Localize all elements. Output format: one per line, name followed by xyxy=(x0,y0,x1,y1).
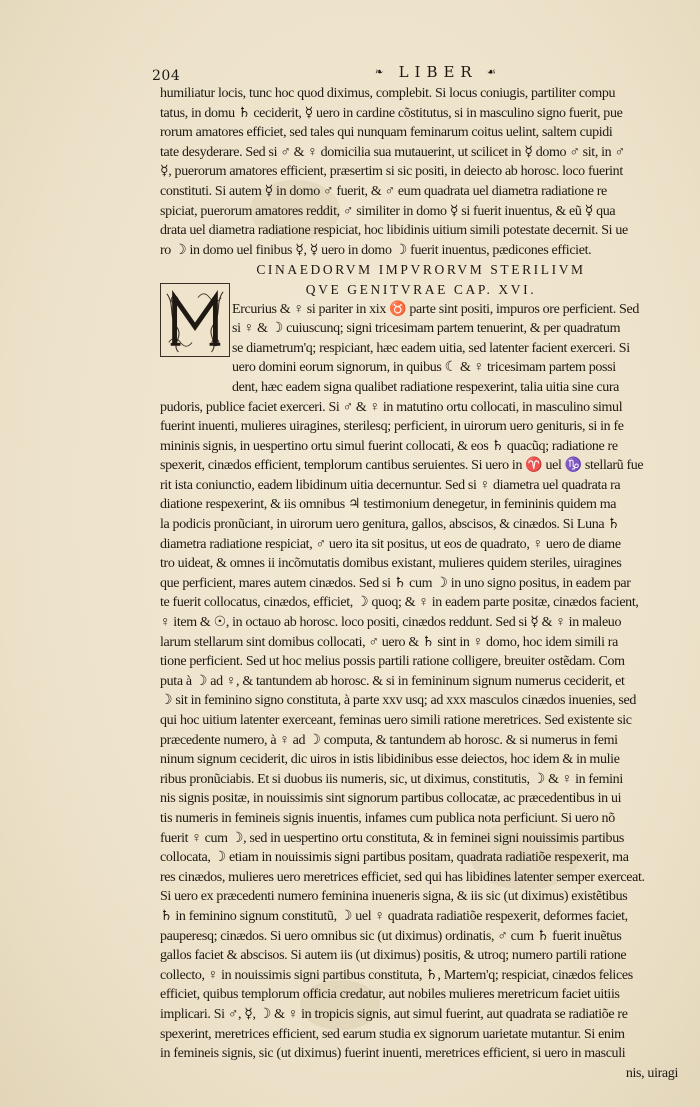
text-line: Si uero ex præcedenti numero feminina inueneris signa, & iis sic (ut diximus) existẽtibus xyxy=(160,889,628,905)
text-line: diametra radiatione respiciat, ♂ uero ita sit positus, ut eos de quadrato, ♀ uero de diame xyxy=(160,536,621,552)
ornament-right: ☙ xyxy=(477,67,502,78)
text-line: ninum signum ceciderit, dic uiros in istis libidinibus esse deiectos, hoc idem & in mulie xyxy=(160,752,620,768)
text-line: rit ista coniunctio, eadem libidinum uitia decernuntur. Sed si ♀ diametra uel quadrata ra xyxy=(160,477,621,493)
text-line: præcedente numero, à ♀ ad ☽ computa, & tantundem ab horosc. & si numerus in femi xyxy=(160,732,618,748)
running-head-text: LIBER xyxy=(398,63,478,81)
text-line: puta à ☽ ad ♀, & tantundem ab horosc. & si in femininum signum numerus ceciderit, et xyxy=(160,673,625,689)
catchword: nis, uiragi xyxy=(625,1065,678,1081)
text-line: diatione respexerint, & iis omnibus ♃ testimonium denegetur, in femininis quidem ma xyxy=(160,497,617,513)
chapter-heading: CINAEDORVM IMPVRORVM STERILIVM xyxy=(256,262,586,278)
running-head xyxy=(375,63,502,81)
text-line: humiliatur locis, tunc hoc quod diximus, complebit. Si locus coniugis, partiliter compu xyxy=(160,86,616,101)
text-line: tro uideat, & omnes ii incõmutatis domibus existant, mulieres quidem steriles, uiragines xyxy=(160,556,622,572)
text-line: ♀ item & ☉, in octauo ab horosc. loco positi, cinædos reddunt. Sed si ☿ & ♀ in maleuo xyxy=(160,615,622,631)
text-line: drata uel diametra radiatione respiciat, hoc libidinis uitium simili potestate decernit. Si ue xyxy=(160,223,628,239)
text-line: pudoris, publice faciet exerceri. Si ♂ & ♀ in matutino ortu collocati, in masculino simul xyxy=(160,399,623,415)
text-line: que perficient, mares autem cinædos. Sed si ♄ cum ☽ in uno signo positus, in eadem par xyxy=(160,575,631,591)
text-line: la podicis pronũciant, in uirorum uero genitura, gallos, abscisos, & cinædos. Si Luna ♄ xyxy=(160,517,620,533)
text-line: pauperesq; cinædos. Si uero omnibus sic (ut diximus) ordinatis, ♂ cum ♄ fuerit inuẽtus xyxy=(160,928,622,944)
text-line: constituti. Si autem ☿ in domo ♂ fuerit, & ♂ eum quadrata uel diametra radiatione re xyxy=(160,183,607,199)
text-line: tate desyderare. Sed si ♂ & ♀ domicilia sua mutauerint, ut scilicet in ☿ domo ♂ sit, in ♂ xyxy=(160,144,625,160)
text-line: dent, hæc eadem signa qualibet radiatione respexerint, talia uitia sine cura xyxy=(232,379,620,395)
text-line: implicari. Si ♂, ☿, ☽ & ♀ in tropicis signis, aut simul fuerint, aut quadrata se radiatiõe re xyxy=(160,1006,628,1022)
text-line: ☽ sit in feminino signo constituta, à parte xxv usq; ad xxx masculos cinædos inuenies, sed xyxy=(160,693,637,709)
text-line: in femineis signis, sic (ut diximus) fuerint inuenti, meretrices efficient, si uero in masculi xyxy=(160,1046,626,1062)
text-line: fuerit ♀ cum ☽, sed in uespertino ortu constituta, & in feminei signi nouissimis partibus xyxy=(160,830,624,846)
text-line: tione perficient. Sed ut hoc melius possis partili ratione colligere, breuiter ostẽdam. Com xyxy=(160,654,625,670)
text-line: efficiet, quibus templorum officia credatur, aut nobiles mulieres meretricum faciet uitiis xyxy=(160,987,620,1003)
text-line: te fuerit collocatus, cinædos, efficiet, ☽ quoq; & ♀ in eadem parte positæ, cinædos facient, xyxy=(160,595,639,611)
text-line: mininis signis, in uespertino ortu simul fuerint collocati, & eos ♄ quacũq; radiatione re xyxy=(160,438,618,454)
text-line: si ♀ & ☽ cuiuscunq; signi tricesimam partem tenuerint, & per quadratum xyxy=(232,321,621,337)
text-line: spexerint, meretrices efficient, sed earum studia ex signorum uarietate mutantur. Si enim xyxy=(160,1026,625,1042)
text-line: tis numeris in femineis signis inuentis, infames cum publica nota perficiunt. Si uero nõ xyxy=(160,810,615,826)
text-line: ribus pronũciabis. Et si duobus iis numeris, sic, ut diximus, constitutis, ☽ & ♀ in femini xyxy=(160,771,623,787)
text-line: rorum amatores efficiet, sed tales qui nunquam feminarum coitus uelint, saltem cupidi xyxy=(160,125,613,141)
ornament-left: ❧ xyxy=(375,67,399,78)
text-line: larum stellarum sint domibus collocati, ♂ uero & ♄ sint in ♀ domo, hoc idem simili ra xyxy=(160,634,618,650)
chapter-subheading: QVE GENITVRAE CAP. XVI. xyxy=(305,281,537,297)
text-line: collocata, ☽ etiam in nouissimis signi partibus positam, quadrata radiatiõe respexerit, ma xyxy=(160,850,629,866)
text-line: collecto, ♀ in nouissimis signi partibus constituta, ♄, Martem'q; respiciat, cinædos felices xyxy=(160,967,633,983)
page-number: 204 xyxy=(152,68,181,84)
text-line: ♄ in feminino signum constitutũ, ☽ uel ♀ quadrata radiatiõe respexerit, deformes faciet, xyxy=(160,908,628,924)
text-line: spiciat, puerorum amatores reddit, ♂ similiter in domo ☿ si fuerit inuentus, & eũ ☿ qua xyxy=(160,203,616,219)
text-line: Ercurius & ♀ si pariter in xix ♉ parte sint positi, impuros ore perficient. Sed xyxy=(232,301,639,317)
text-line: gallos faciet & abscisos. Si autem iis (ut diximus) positis, & utroq; numero partili ratione xyxy=(160,948,627,964)
text-line: se diametrum'q; respiciant, hæc eadem uitia, sed latenter facient exerceri. Si xyxy=(232,340,630,356)
text-line: nis signis positæ, in nouissimis sint signorum partibus collocatæ, ac præcedentibus in ui xyxy=(160,791,622,807)
main-text xyxy=(160,84,682,1083)
text-line: fuerint inuenti, mulieres uiragines, sterilesq; perficient, in uirorum uero genituris, si in fe xyxy=(160,419,624,435)
text-line: uero domini eorum signorum, in quibus ☾ & ♀ tricesimam partem possi xyxy=(232,360,616,376)
text-line: ☿, puerorum amatores efficient, præsertim si sic positi, in deiecto ab horosc. loco fuerint xyxy=(160,164,623,180)
text-line: res cinædos, mulieres uero meretrices efficiet, sed qui has libidines latenter semper exerceat. xyxy=(160,869,645,885)
text-line: tatus, in domu ♄ ceciderit, ☿ uero in cardine cõstitutus, si in masculino signo fuerit, pue xyxy=(160,105,623,121)
text-line: spexerit, cinædos efficient, templorum cantibus seruientes. Si uero in ♈ uel ♑ stellarũ fue xyxy=(160,458,644,474)
text-line: qui hoc uitium latenter exerceant, feminas uero simili ratione meretrices. Sed existente sic xyxy=(160,713,632,728)
text-line: ro ☽ in domo uel finibus ☿, ☿ uero in domo ☽ fuerit inuentus, pædicones efficiet. xyxy=(160,242,592,258)
